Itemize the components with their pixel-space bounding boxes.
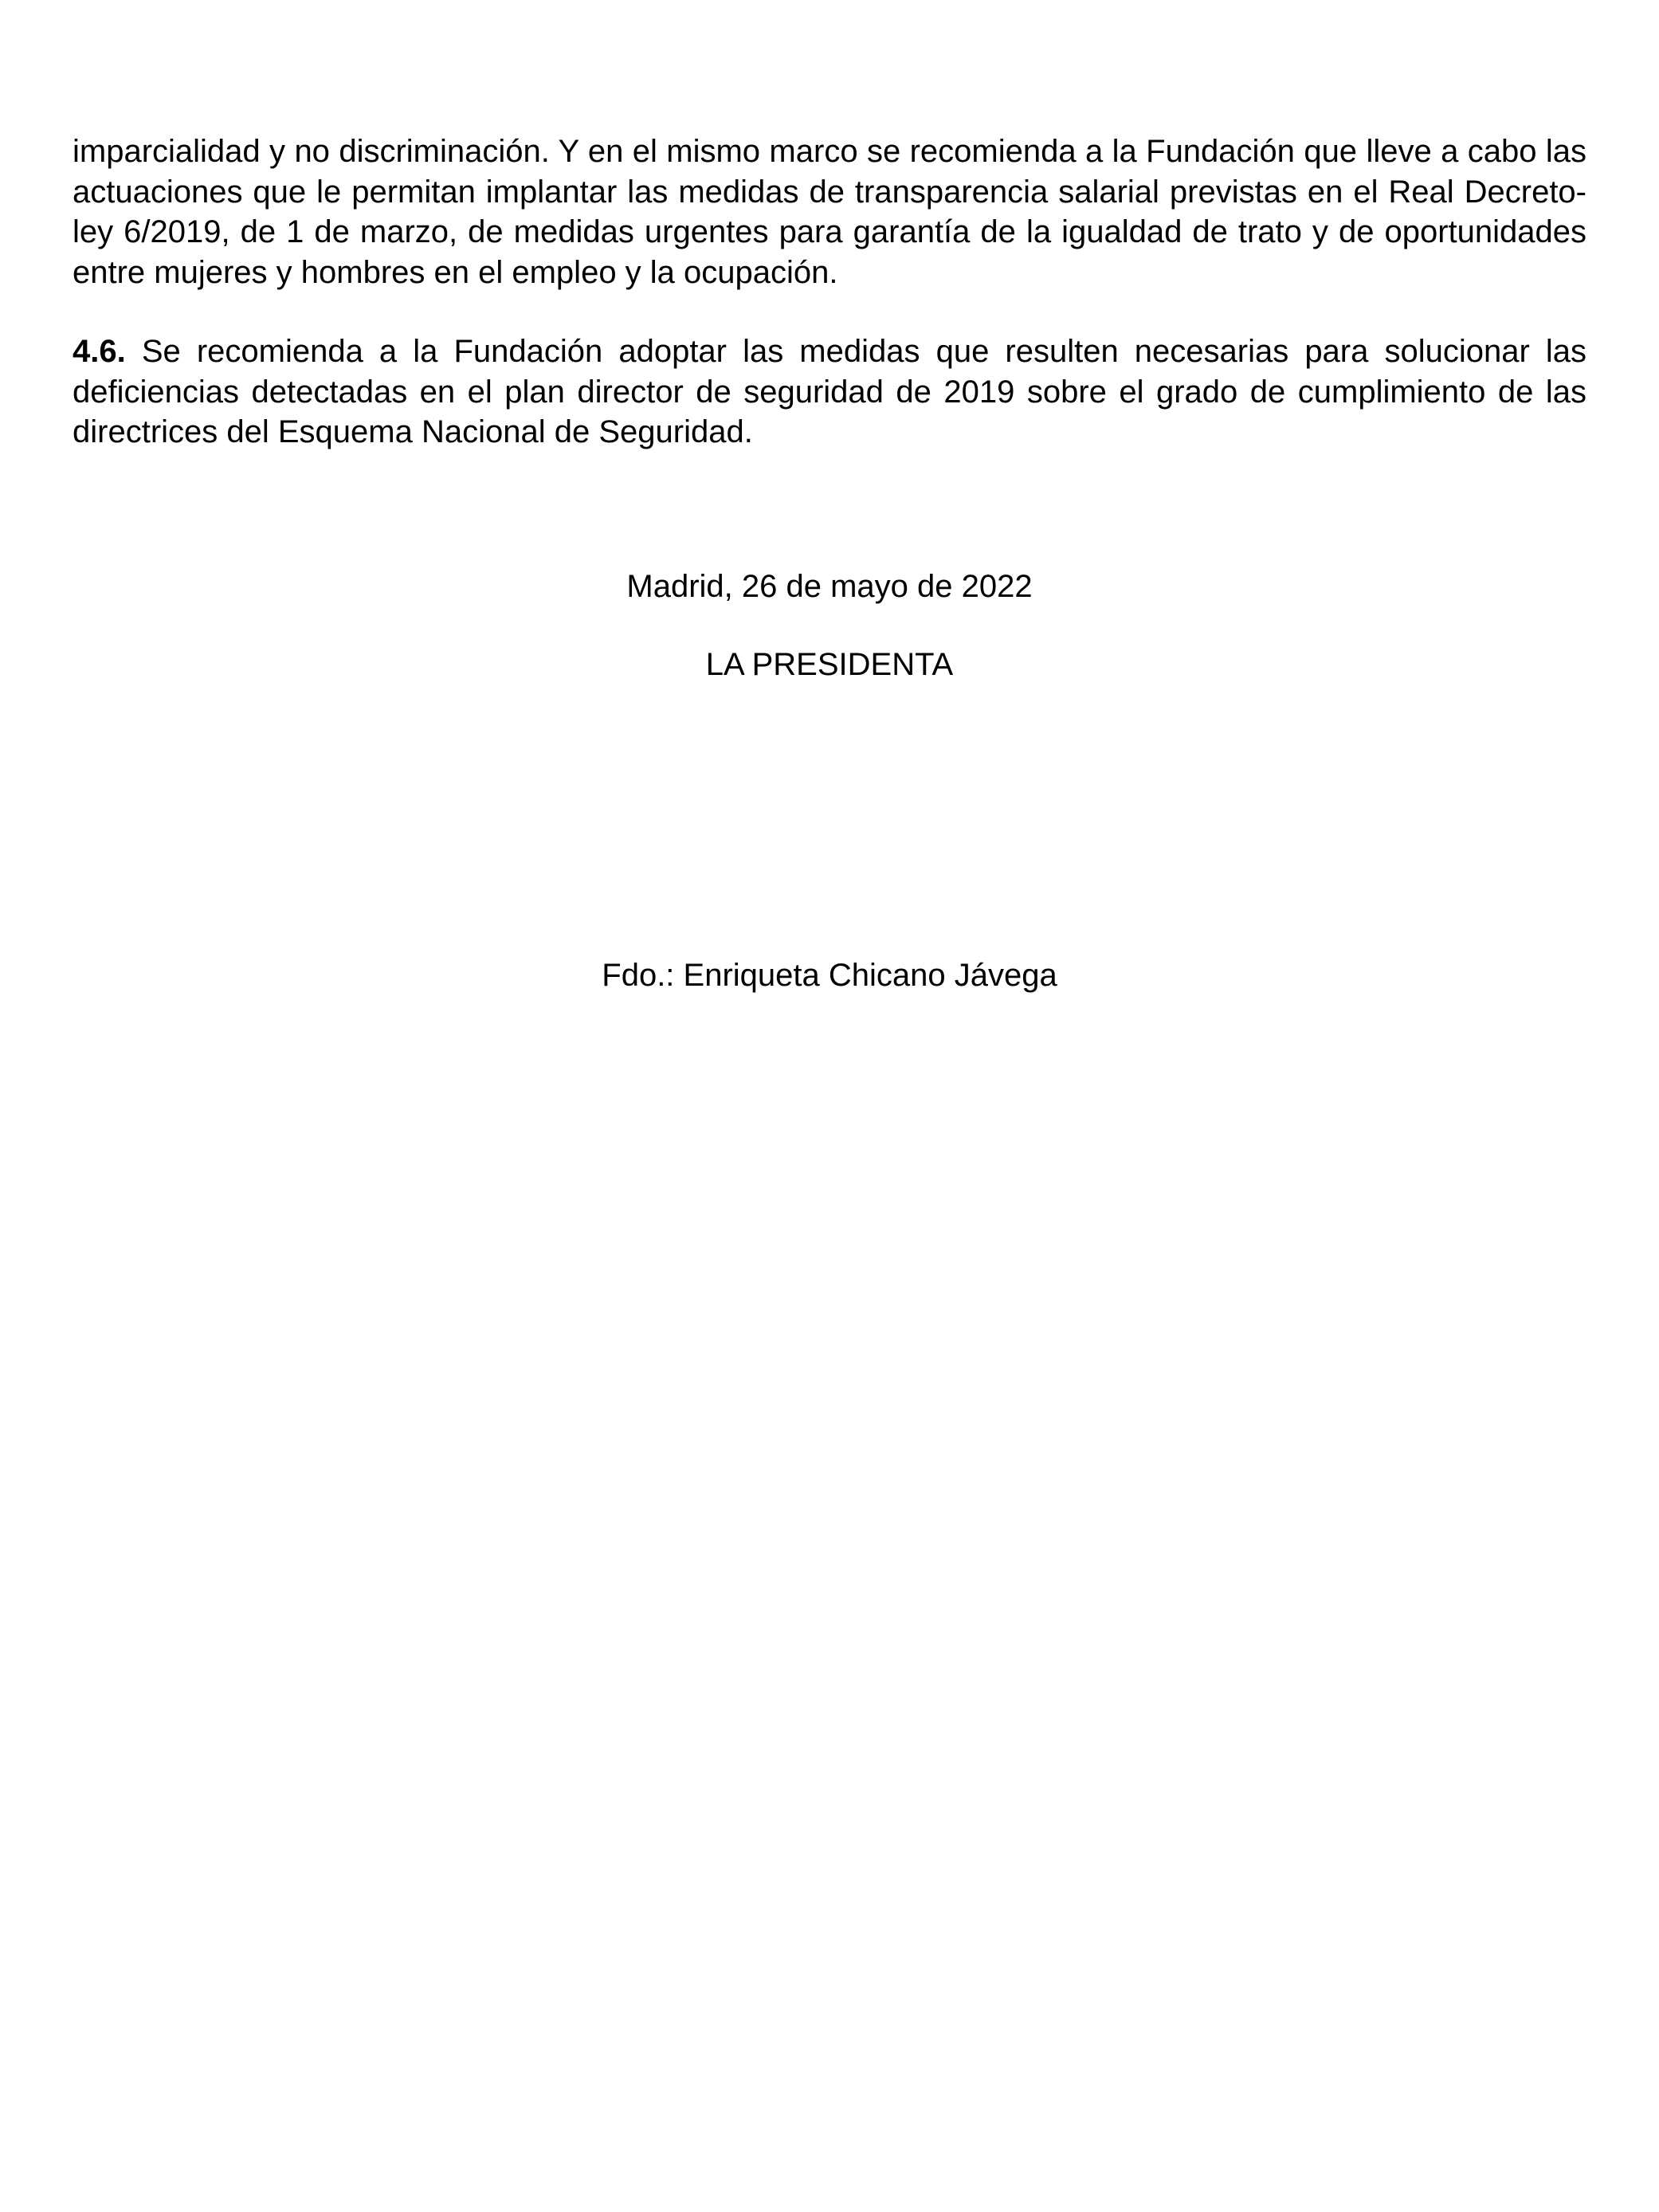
signature-line: Fdo.: Enriqueta Chicano Jávega — [602, 958, 1057, 993]
signatory-role: LA PRESIDENTA — [705, 647, 954, 682]
paragraph-transparency — [73, 131, 1586, 292]
paragraph-transparency-text: imparcialidad y no discriminación. Y en el mismo marco se recomienda a la Fundación que lleve a cabo las actuaciones que le permitan implantar las medidas de transparencia salarial previstas en el Real Decreto-ley 6/2019, de 1 de marzo, de medidas urgentes para garantía de la igualdad de trato y de oportunidades entre mujeres y hombres en el empleo y la ocupación. — [73, 134, 1586, 290]
place-date: Madrid, 26 de mayo de 2022 — [626, 569, 1033, 604]
paragraph-number: 4.6. — [73, 334, 126, 369]
paragraph-4-6 — [73, 331, 1586, 453]
paragraph-4-6-text: Se recomienda a la Fundación adoptar las medidas que resulten necesarias para solucionar las deficiencias detectadas en el plan director de seguridad de 2019 sobre el grado de cumplimiento de las directrices del Esquema Nacional de Seguridad. — [73, 334, 1586, 449]
